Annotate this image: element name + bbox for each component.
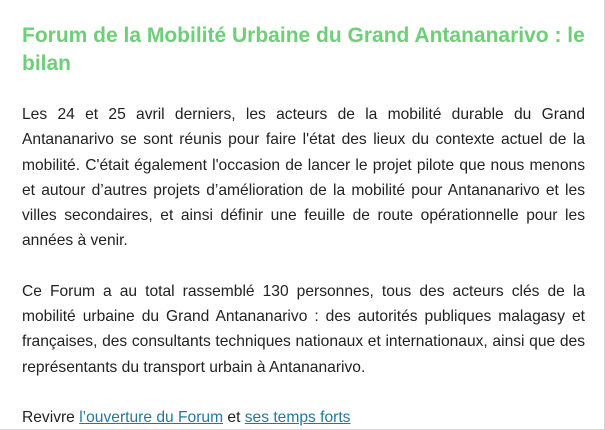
article — [22, 22, 585, 430]
link-temps-forts[interactable]: ses temps forts — [244, 408, 351, 426]
link-ouverture-forum[interactable]: l’ouverture du Forum — [79, 408, 224, 426]
revivre-prefix: Revivre — [22, 408, 80, 426]
revivre-middle: et — [223, 408, 245, 426]
revivre-line — [22, 405, 585, 430]
article-paragraph-1: Les 24 et 25 avril derniers, les acteurs de la mobilité durable du Grand Antananarivo se sont réunis pour faire l'état des lieux du contexte actuel de la mobilité. C'était également l'occasion de lancer le projet pilote que nous menons et autour d’autres projets d’amélioration de la mobilité pour Antananarivo et les villes secondaires, et ainsi définir une feuille de route opérationnelle pour les années à venir. — [22, 106, 585, 250]
article-title: Forum de la Mobilité Urbaine du Grand Antananarivo : le bilan — [22, 24, 585, 75]
article-paragraph-2: Ce Forum a au total rassemblé 130 personnes, tous des acteurs clés de la mobilité urbaine du Grand Antananarivo : des autorités publiques malagasy et françaises, des consultants techniques nationaux et internationaux, ainsi que des représentants du transport urbain à Antananarivo. — [22, 282, 585, 376]
